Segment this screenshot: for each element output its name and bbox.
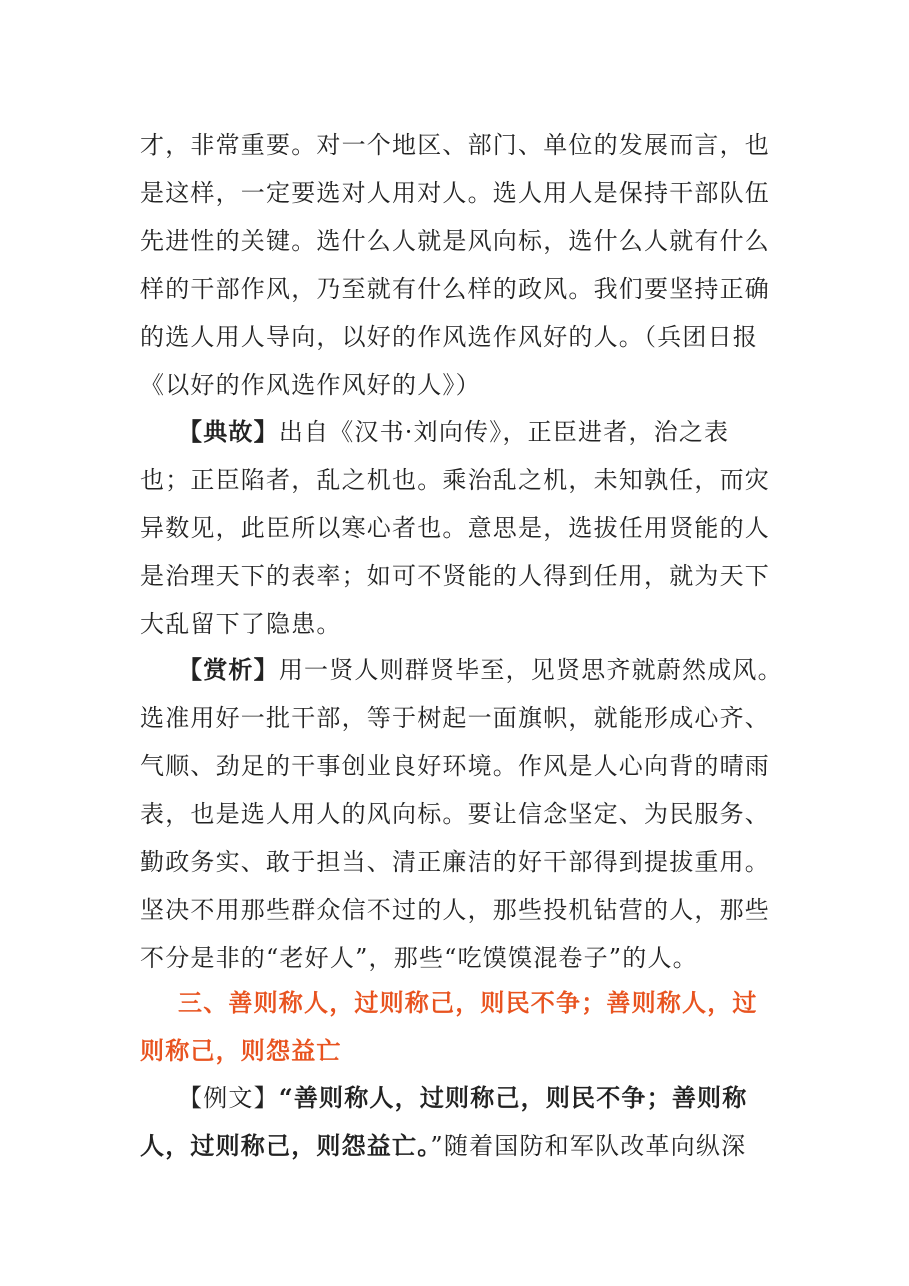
text-line: 才，非常重要。对一个地区、部门、单位的发展而言，也 <box>140 131 770 159</box>
text-line: 异数见，此臣所以寒心者也。意思是，选拔任用贤能的人 <box>140 514 770 542</box>
text-line: 表，也是选人用人的风向标。要让信念坚定、为民服务、 <box>140 800 770 828</box>
quote-bold: 人，过则称己，则怨益亡。 <box>140 1131 431 1160</box>
text-line: 坚决不用那些群众信不过的人，那些投机钻营的人，那些 <box>140 896 770 924</box>
text-line-first <box>140 408 780 456</box>
paragraph-example <box>140 1074 780 1170</box>
text-line: 《以好的作风选作风好的人》） <box>140 371 481 399</box>
example-label: 【例文】 <box>178 1084 279 1112</box>
text-line-first <box>140 646 783 694</box>
text-line-second <box>140 1122 780 1170</box>
paragraph-continuation <box>140 121 780 409</box>
text-line: 是这样，一定要选对人用对人。选人用人是保持干部队伍 <box>140 179 770 207</box>
heading-line: 则称己，则怨益亡 <box>140 1036 342 1065</box>
text-segment: ”随着国防和军队改革向纵深 <box>430 1132 747 1160</box>
text-line: 不分是非的“老好人”，那些“吃馍馍混卷子”的人。 <box>140 944 698 972</box>
text-segment: 用一贤人则群贤毕至，见贤思齐就蔚然成风。 <box>278 656 783 684</box>
text-line: 的选人用人导向，以好的作风选作风好的人。（兵团日报 <box>140 323 758 351</box>
text-line: 样的干部作风，乃至就有什么样的政风。我们要坚持正确 <box>140 275 770 303</box>
text-line: 先进性的关键。选什么人就是风向标，选什么人就有什么 <box>140 227 770 255</box>
appreciation-label: 【赏析】 <box>178 655 279 684</box>
text-line: 是治理天下的表率；如可不贤能的人得到任用，就为天下 <box>140 562 770 590</box>
text-line-first <box>140 1074 780 1122</box>
quote-bold: “善则称人，过则称己，则民不争；善则称 <box>278 1083 748 1112</box>
text-line: 大乱留下了隐患。 <box>140 610 342 638</box>
heading-text: 三、善则称人，过则称己，则民不争；善则称人，过 <box>178 988 758 1017</box>
text-line: 气顺、劲足的干事创业良好环境。作风是人心向背的晴雨 <box>140 752 770 780</box>
paragraph-appreciation <box>140 646 783 982</box>
text-line: 选准用好一批干部，等于树起一面旗帜，就能形成心齐、 <box>140 704 770 732</box>
section-heading <box>140 979 780 1075</box>
text-line: 勤政务实、敢于担当、清正廉洁的好干部得到提拔重用。 <box>140 848 770 876</box>
paragraph-allusion <box>140 408 780 648</box>
allusion-label: 【典故】 <box>178 417 279 446</box>
text-segment: 出自《汉书·刘向传》，正臣进者，治之表 <box>278 418 730 446</box>
heading-line-first <box>140 979 780 1027</box>
text-line: 也；正臣陷者，乱之机也。乘治乱之机，未知孰任，而灾 <box>140 466 770 494</box>
